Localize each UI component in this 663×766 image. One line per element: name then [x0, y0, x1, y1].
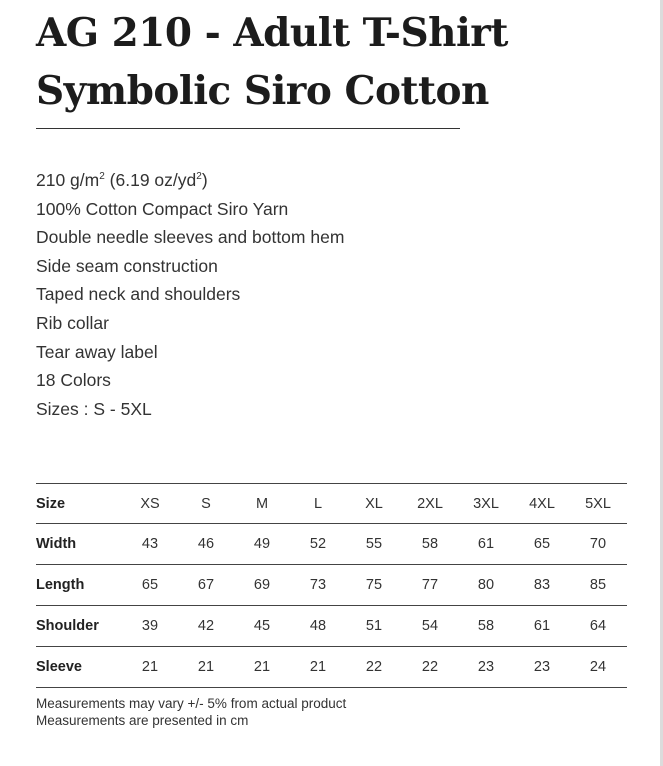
table-cell: 61 — [533, 618, 551, 634]
table-cell: 24 — [589, 659, 607, 675]
row-label-width: Width — [36, 536, 77, 552]
table-row — [36, 564, 627, 605]
table-row — [36, 523, 627, 564]
table-cell: 75 — [365, 577, 383, 593]
row-label-length: Length — [36, 577, 85, 593]
size-header-cell: 3XL — [473, 495, 499, 512]
row-label-shoulder: Shoulder — [36, 618, 99, 634]
table-cell: 39 — [141, 618, 159, 634]
table-cell: 23 — [533, 659, 551, 675]
table-cell: 21 — [141, 659, 159, 675]
table-cell: 85 — [589, 577, 607, 593]
spec-weight — [36, 166, 344, 195]
spec-item: Rib collar — [36, 312, 109, 333]
spec-item: Tear away label — [36, 341, 158, 362]
size-header-cell: XL — [365, 495, 383, 512]
size-header-cell: XS — [140, 495, 160, 512]
table-cell: 80 — [477, 577, 495, 593]
size-header-cell: 5XL — [585, 495, 611, 512]
spec-weight-mid: (6.19 oz/yd — [104, 170, 197, 190]
table-cell: 22 — [421, 659, 439, 675]
table-cell: 22 — [365, 659, 383, 675]
row-label-sleeve: Sleeve — [36, 659, 82, 675]
table-cell: 70 — [589, 536, 607, 552]
product-title-line-1: AG 210 - Adult T-Shirt — [36, 10, 508, 56]
table-cell: 65 — [141, 577, 159, 593]
table-cell: 21 — [253, 659, 271, 675]
spec-weight-suffix: ) — [201, 170, 208, 190]
table-cell: 21 — [197, 659, 215, 675]
table-row — [36, 605, 627, 646]
table-cell: 61 — [477, 536, 495, 552]
size-header-cell: 2XL — [417, 495, 443, 512]
table-cell: 67 — [197, 577, 215, 593]
note-line: Measurements are presented in cm — [36, 713, 249, 728]
spec-item: Side seam construction — [36, 255, 218, 276]
table-cell: 54 — [421, 618, 439, 634]
table-cell: 21 — [309, 659, 327, 675]
size-header-label: Size — [36, 495, 66, 512]
table-cell: 83 — [533, 577, 551, 593]
spec-list — [36, 166, 344, 423]
table-cell: 51 — [365, 618, 383, 634]
size-header-cell: M — [255, 495, 269, 512]
spec-item: Double needle sleeves and bottom hem — [36, 227, 345, 248]
title-divider — [36, 128, 460, 129]
size-header-cell: S — [201, 495, 211, 512]
product-title-line-2: Symbolic Siro Cotton — [36, 68, 489, 114]
note-line: Measurements may vary +/- 5% from actual product — [36, 696, 347, 711]
table-cell: 52 — [309, 536, 327, 552]
table-cell: 48 — [309, 618, 327, 634]
table-cell: 23 — [477, 659, 495, 675]
table-cell: 73 — [309, 577, 327, 593]
table-cell: 77 — [421, 577, 439, 593]
size-chart-table — [36, 483, 627, 688]
spec-item: Taped neck and shoulders — [36, 284, 241, 305]
size-header-row — [36, 484, 627, 523]
spec-weight-sup-1: 2 — [99, 171, 105, 182]
product-title — [36, 4, 508, 120]
table-cell: 45 — [253, 618, 271, 634]
spec-weight-prefix: 210 g/m — [36, 170, 100, 190]
spec-item: Sizes : S - 5XL — [36, 398, 152, 419]
table-cell: 42 — [197, 618, 215, 634]
spec-item: 100% Cotton Compact Siro Yarn — [36, 198, 289, 219]
spec-weight-sup-2: 2 — [196, 171, 202, 182]
table-cell: 65 — [533, 536, 551, 552]
size-header-cell: L — [313, 495, 323, 512]
table-cell: 69 — [253, 577, 271, 593]
table-cell: 43 — [141, 536, 159, 552]
measurement-notes — [36, 695, 346, 729]
table-cell: 55 — [365, 536, 383, 552]
size-header-cell: 4XL — [529, 495, 555, 512]
table-cell: 58 — [421, 536, 439, 552]
table-cell: 64 — [589, 618, 607, 634]
table-row — [36, 646, 627, 687]
table-cell: 49 — [253, 536, 271, 552]
spec-item: 18 Colors — [36, 370, 111, 391]
table-cell: 58 — [477, 618, 495, 634]
table-cell: 46 — [197, 536, 215, 552]
